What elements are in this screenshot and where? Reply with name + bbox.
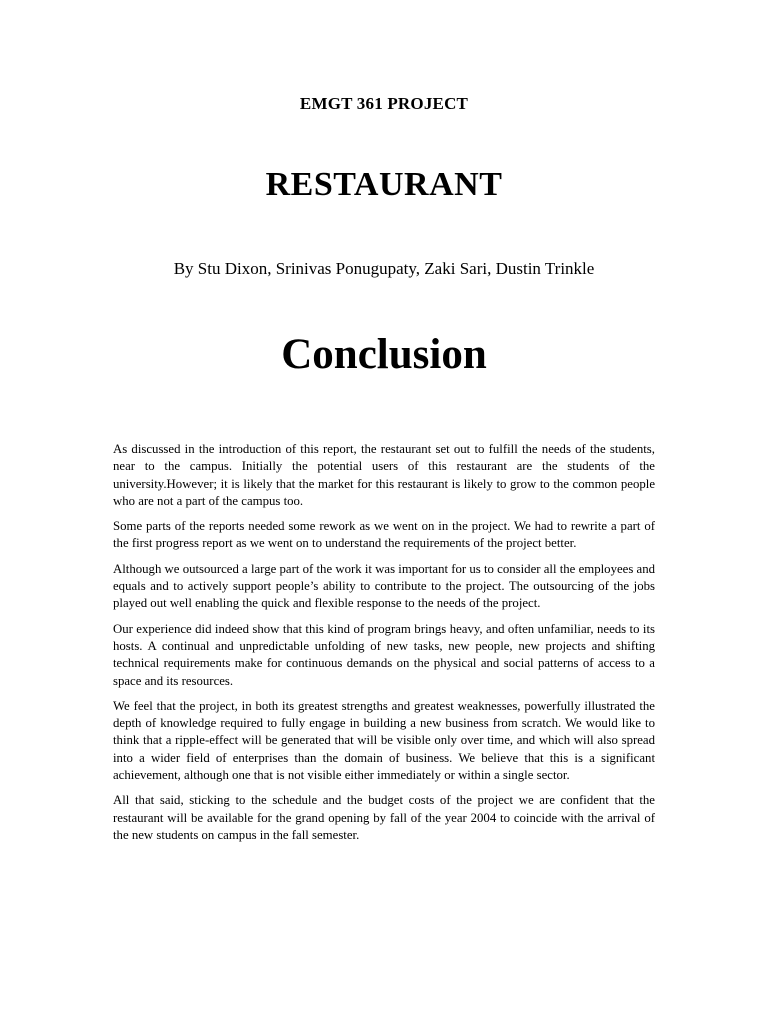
author-line: By Stu Dixon, Srinivas Ponugupaty, Zaki Sari, Dustin Trinkle bbox=[173, 259, 595, 278]
section-heading: Conclusion bbox=[281, 331, 487, 378]
paragraph-4: Our experience did indeed show that this kind of program brings heavy, and often unfamiliar, needs to its hosts. A continual and unpredictable unfolding of new tasks, new people, new projects and shifting technical requirements make for continuous demands on the physical and social patterns of access to a space and its resources. bbox=[113, 621, 655, 688]
paragraph-6: All that said, sticking to the schedule and the budget costs of the project we are confident that the restaurant will be available for the grand opening by fall of the year 2004 to coincide with the arrival of the new students on campus in the fall semester. bbox=[113, 793, 655, 842]
paragraph-3: Although we outsourced a large part of the work it was important for us to consider all the employees and equals and to actively support people’s ability to contribute to the project. The outsourcing of the jobs played out well enabling the quick and flexible response to the needs of the project. bbox=[113, 561, 655, 611]
document-title: RESTAURANT bbox=[265, 166, 503, 203]
paragraph-5: We feel that the project, in both its greatest strengths and greatest weaknesses, powerfully illustrated the depth of knowledge required to fully engage in building a new business from scratch. We would like to think that a ripple-effect will be generated that will be visible only over time, and which will also spread into a wider field of enterprises than the domain of business. We believe that this is a significant achievement, although one that is not visible either immediately or within a single sector. bbox=[113, 698, 655, 783]
paragraph-1: As discussed in the introduction of this report, the restaurant set out to fulfill the needs of the students, near to the campus. Initially the potential users of this restaurant are the students of the university.However; it is likely that the market for this restaurant is likely to grow to the common people who are not a part of the campus too. bbox=[113, 442, 655, 508]
paragraph-2: Some parts of the reports needed some rework as we went on in the project. We had to rewrite a part of the first progress report as we went on to understand the requirements of the project better. bbox=[113, 519, 655, 551]
body-text bbox=[113, 441, 655, 852]
course-title: EMGT 361 PROJECT bbox=[299, 94, 469, 113]
